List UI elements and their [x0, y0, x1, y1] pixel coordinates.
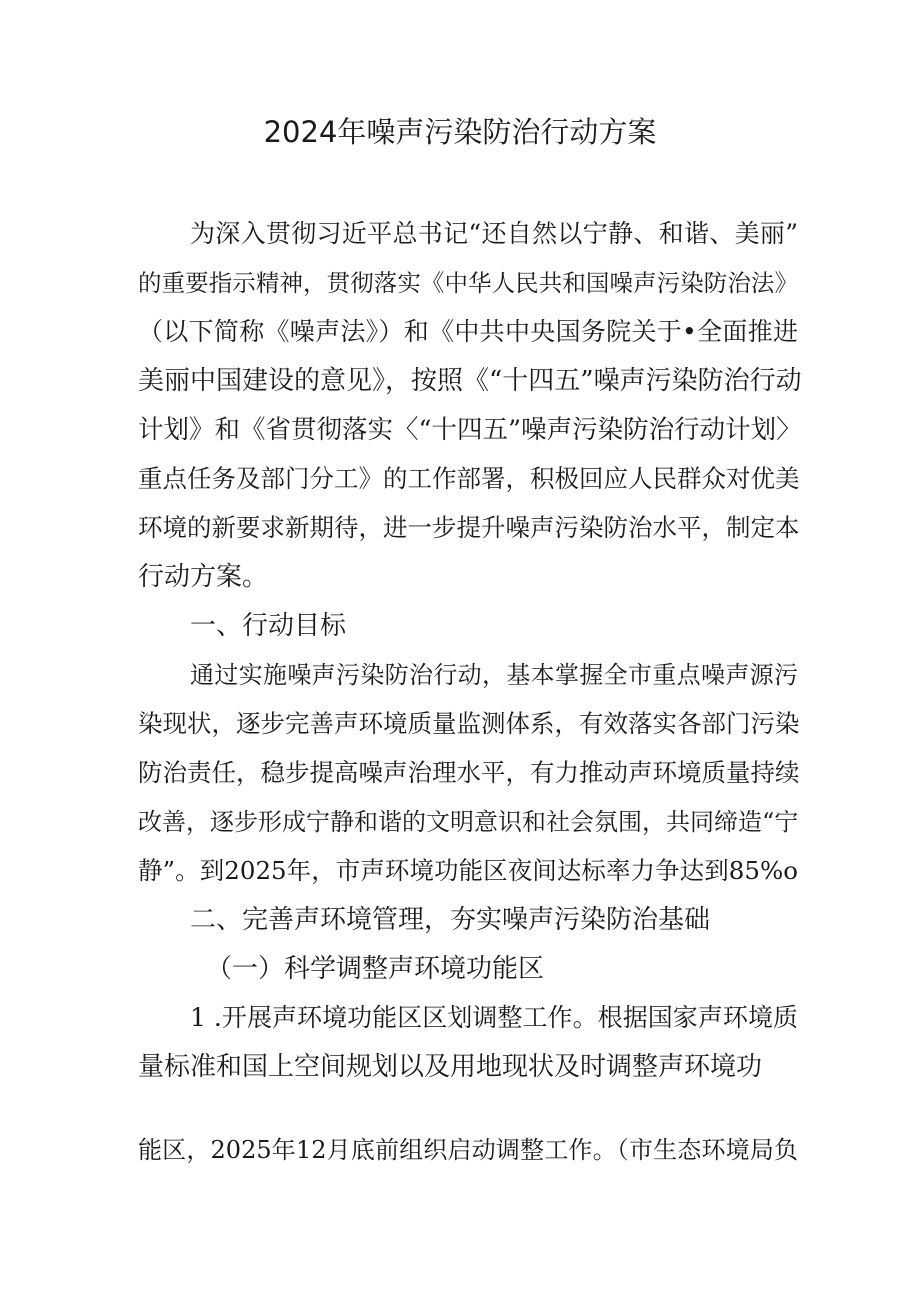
paragraph-line: 计划》和《省贯彻落实〈“十四五”噪声污染防治行动计划〉 — [138, 415, 802, 445]
section-heading: 二、完善声环境管理，夯实噪声污染防治基础 — [190, 905, 711, 935]
paragraph-line: 1 .开展声环境功能区区划调整工作。根据国家声环境质 — [190, 1003, 798, 1032]
paragraph-line: 美丽中国建设的意见》，按照《“十四五”噪声污染防治行动 — [138, 366, 802, 396]
paragraph-line: 改善，逐步形成宁静和谐的文明意识和社会氛围，共同缔造“宁 — [138, 808, 799, 836]
paragraph-line: 量标准和国上空间规划以及用地现状及时调整声环境功 — [138, 1052, 763, 1082]
paragraph-line: 防治责任，稳步提高噪声治理水平，有力推动声环境质量持续 — [138, 758, 800, 787]
paragraph-line: 通过实施噪声污染防治行动，基本掌握全市重点噪声源污 — [190, 661, 798, 689]
paragraph-line: 环境的新要求新期待，进一步提升噪声污染防治水平，制定本 — [138, 513, 800, 542]
paragraph-line: 的重要指示精神，贯彻落实《中华人民共和国噪声污染防治法》 — [138, 269, 798, 297]
paragraph-line: 为深入贯彻习近平总书记“还自然以宁静、和谐、美丽” — [190, 219, 798, 248]
subsection-heading: （一）科学调整声环境功能区 — [206, 954, 545, 984]
paragraph-line: 染现状，逐步完善声环境质量监测体系，有效落实各部门污染 — [138, 709, 800, 738]
paragraph-line: 行动方案。 — [138, 562, 269, 592]
section-heading: 一、行动目标 — [190, 611, 347, 641]
paragraph-line: 静”。到2025年，市声环境功能区夜间达标率力争达到85%o — [138, 856, 798, 885]
paragraph-line: （以下简称《噪声法》）和《中共中央国务院关于•全面推进 — [138, 317, 798, 346]
paragraph-line: 能区，2025年12月底前组织启动调整工作。（市生态环境局负 — [138, 1136, 798, 1164]
paragraph-line: 重点任务及部门分工》的工作部署，积极回应人民群众对优美 — [138, 464, 800, 493]
document-title: 2024年噪声污染防治行动方案 — [263, 115, 657, 149]
